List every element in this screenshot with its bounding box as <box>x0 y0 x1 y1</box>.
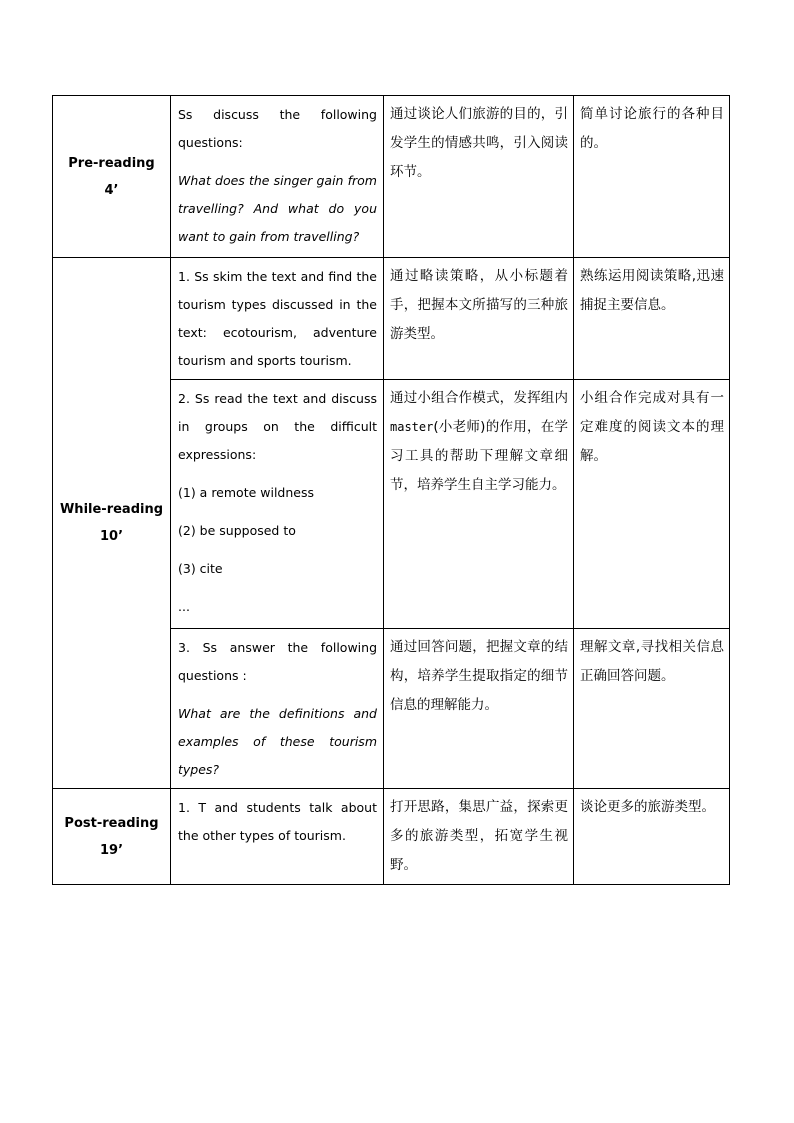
effect-cell <box>574 380 730 629</box>
activity-text: 1. T and students talk about the other types of tourism. <box>178 800 377 843</box>
effect-cell <box>574 629 730 789</box>
purpose-cell <box>384 629 574 789</box>
activity-question: What does the singer gain from travelling? And what do you want to gain from travelling? <box>178 173 377 244</box>
effect-text: 小组合作完成对具有一定难度的阅读文本的理解。 <box>580 390 724 464</box>
effect-text: 谈论更多的旅游类型。 <box>580 799 715 815</box>
purpose-cell <box>384 789 574 885</box>
stage-time: 10’ <box>99 529 124 544</box>
effect-cell <box>574 258 730 380</box>
effect-text: 理解文章,寻找相关信息正确回答问题。 <box>580 639 724 684</box>
purpose-text: 通过回答问题，把握文章的结构，培养学生提取指定的细节信息的理解能力。 <box>390 639 568 713</box>
purpose-cell <box>384 380 574 629</box>
effect-cell <box>574 96 730 258</box>
purpose-text: 通过小组合作模式，发挥组内master(小老师)的作用，在学习工具的帮助下理解文章细节，培养学生自主学习能力。 <box>390 390 568 493</box>
table-row-while-reading-1 <box>53 258 730 380</box>
stage-name: Post-reading <box>64 815 159 831</box>
effect-text: 简单讨论旅行的各种目的。 <box>580 106 724 151</box>
activity-text: Ss discuss the following questions: <box>178 107 377 150</box>
activity-cell <box>171 629 384 789</box>
stage-time: 19’ <box>99 842 124 858</box>
expression-item: (3) cite <box>178 561 223 576</box>
stage-cell-while-reading <box>53 258 171 789</box>
activity-cell <box>171 96 384 258</box>
activity-cell <box>171 380 384 629</box>
stage-time: 4’ <box>104 182 119 198</box>
effect-text: 熟练运用阅读策略,迅速捕捉主要信息。 <box>580 268 724 313</box>
activity-text: 1. Ss skim the text and find the tourism types discussed in the text: ecotourism, adventure tourism and sports tourism. <box>178 269 377 368</box>
stage-name: While-reading <box>59 502 164 517</box>
activity-text: 3. Ss answer the following questions : <box>178 640 377 683</box>
stage-cell-post-reading <box>53 789 171 885</box>
purpose-text: 打开思路，集思广益，探索更多的旅游类型，拓宽学生视野。 <box>390 799 568 873</box>
activity-cell <box>171 258 384 380</box>
expression-item: ... <box>178 599 190 614</box>
purpose-cell <box>384 258 574 380</box>
purpose-text: 通过谈论人们旅游的目的，引发学生的情感共鸣，引入阅读环节。 <box>390 106 568 180</box>
expression-item: (2) be supposed to <box>178 523 296 538</box>
effect-cell <box>574 789 730 885</box>
activity-cell <box>171 789 384 885</box>
activity-text: 2. Ss read the text and discuss in groups on the difficult expressions: <box>178 391 377 462</box>
lesson-plan-table <box>52 95 730 885</box>
stage-cell-pre-reading <box>53 96 171 258</box>
activity-question: What are the definitions and examples of these tourism types? <box>178 706 377 777</box>
expression-item: (1) a remote wildness <box>178 485 314 500</box>
purpose-text: 通过略读策略，从小标题着手，把握本文所描写的三种旅游类型。 <box>390 268 568 342</box>
table-row-pre-reading <box>53 96 730 258</box>
stage-name: Pre-reading <box>68 155 155 171</box>
table-row-post-reading <box>53 789 730 885</box>
purpose-cell <box>384 96 574 258</box>
